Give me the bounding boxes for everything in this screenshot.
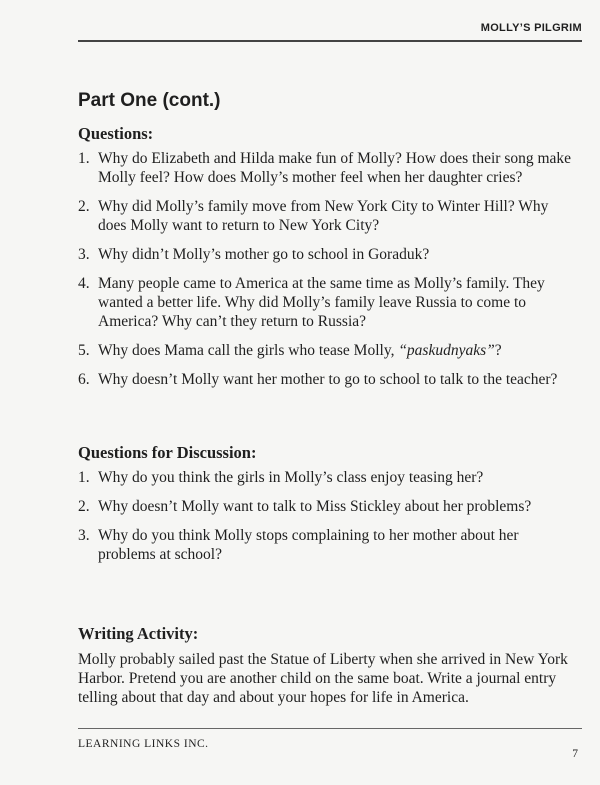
- running-head: MOLLY’S PILGRIM: [480, 22, 582, 34]
- item-number: 3.: [78, 246, 90, 263]
- item-text-italic: “paskudnyaks”: [398, 342, 495, 359]
- part-title: Part One (cont.): [78, 90, 221, 111]
- item-text: Many people came to America at the same time as Molly’s family. They wanted a better life. Why did Molly’s family leave Russia to come to America? Why can’t they return to Russia?: [98, 275, 545, 330]
- list-item: [78, 370, 578, 389]
- discussion-list: [78, 468, 578, 574]
- writing-body: Molly probably sailed past the Statue of Liberty when she arrived in New York Harbor. Pretend you are another child on the same boat. Write a journal entry telling about that day and about your hopes for life in America.: [78, 651, 568, 706]
- bottom-rule: [78, 728, 582, 729]
- item-number: 1.: [78, 469, 90, 486]
- item-number: 6.: [78, 371, 90, 388]
- item-text: Why do Elizabeth and Hilda make fun of Molly? How does their song make Molly feel? How does Molly’s mother feel when her daughter cries?: [98, 150, 572, 186]
- item-number: 2.: [78, 198, 90, 215]
- item-text-after: ?: [494, 342, 502, 359]
- item-number: 4.: [78, 275, 90, 292]
- publisher-name: LEARNING LINKS INC.: [78, 738, 209, 750]
- item-number: 5.: [78, 342, 90, 359]
- list-item: [78, 149, 578, 187]
- list-item: [78, 245, 578, 264]
- questions-list: [78, 149, 578, 399]
- item-text: Why do you think the girls in Molly’s class enjoy teasing her?: [98, 469, 484, 486]
- item-text: Why doesn’t Molly want her mother to go to school to talk to the teacher?: [98, 371, 558, 388]
- item-text-before: Why does Mama call the girls who tease Molly,: [98, 342, 399, 359]
- list-item: [78, 526, 578, 564]
- writing-heading: Writing Activity:: [78, 624, 199, 643]
- item-text: Why didn’t Molly’s mother go to school in Goraduk?: [98, 246, 430, 263]
- list-item: [78, 341, 578, 360]
- discussion-heading: Questions for Discussion:: [78, 443, 257, 462]
- item-text: Why do you think Molly stops complaining to her mother about her problems at school?: [98, 527, 519, 563]
- item-number: 1.: [78, 150, 90, 167]
- item-number: 2.: [78, 498, 90, 515]
- top-rule: [78, 40, 582, 42]
- questions-heading: Questions:: [78, 124, 154, 143]
- page-number: 7: [572, 748, 578, 760]
- item-text: Why did Molly’s family move from New York City to Winter Hill? Why does Molly want to return to New York City?: [98, 198, 549, 234]
- list-item: [78, 468, 578, 487]
- list-item: [78, 197, 578, 235]
- item-text: Why doesn’t Molly want to talk to Miss Stickley about her problems?: [98, 498, 532, 515]
- list-item: [78, 274, 578, 331]
- list-item: [78, 497, 578, 516]
- item-number: 3.: [78, 527, 90, 544]
